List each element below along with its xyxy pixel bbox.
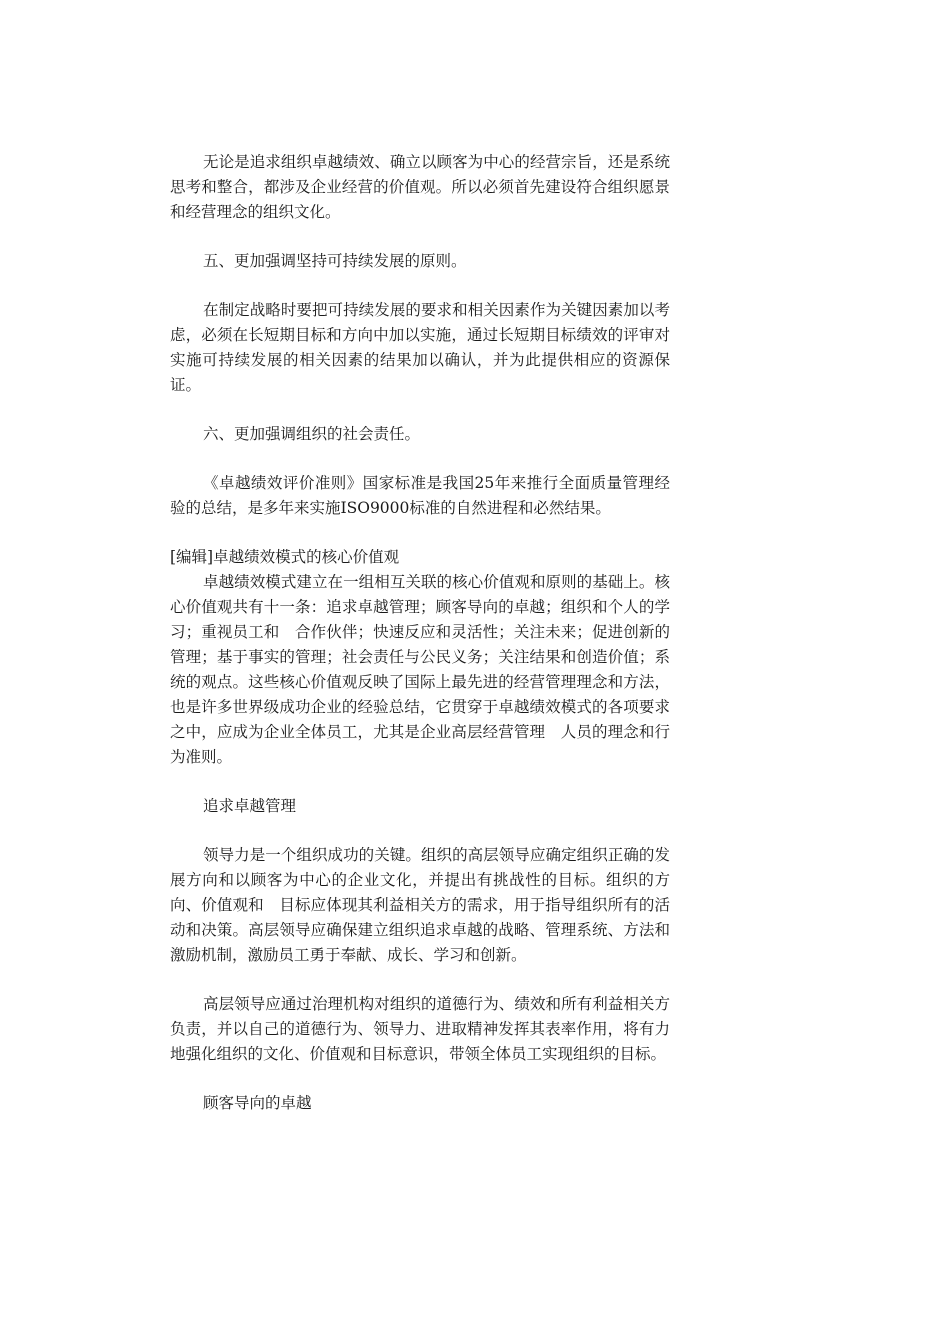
paragraph-national-standard: 《卓越绩效评价准则》国家标准是我国25年来推行全面质量管理经验的总结，是多年来实施ISO9000标准的自然进程和必然结果。 [170, 474, 670, 517]
heading-social-responsibility: 六、更加强调组织的社会责任。 [203, 425, 421, 443]
heading-pursue-excellence: 追求卓越管理 [203, 797, 297, 815]
paragraph-senior-leaders: 高层领导应通过治理机构对组织的道德行为、绩效和所有利益相关方负责，并以自己的道德行为、领导力、进取精神发挥其表率作用，将有力地强化组织的文化、价值观和目标意识，带领全体员工实现组织的目标。 [170, 995, 670, 1063]
paragraph-leadership: 领导力是一个组织成功的关键。组织的高层领导应确定组织正确的发展方向和以顾客为中心的企业文化，并提出有挑战性的目标。组织的方向、价值观和 目标应体现其利益相关方的需求，用于指导组织所有的活动和决策。高层领导应确保建立组织追求卓越的战略、管理系统、方法和激励机制，激励员工勇于奉献、成长、学习和创新。 [170, 846, 670, 964]
paragraph-strategy-sustainability: 在制定战略时要把可持续发展的要求和相关因素作为关键因素加以考虑，必须在长短期目标和方向中加以实施，通过长短期目标绩效的评审对实施可持续发展的相关因素的结果加以确认，并为此提供相应的资源保证。 [170, 301, 670, 394]
section-title-core-values: [编辑]卓越绩效模式的核心价值观 [170, 548, 400, 566]
heading-customer-driven: 顾客导向的卓越 [203, 1094, 312, 1112]
paragraph-core-values: 卓越绩效模式建立在一组相互关联的核心价值观和原则的基础上。核心价值观共有十一条：追求卓越管理；顾客导向的卓越；组织和个人的学习；重视员工和 合作伙伴；快速反应和灵活性；关注未来；促进创新的管理；基于事实的管理；社会责任与公民义务；关注结果和创造价值；系统的观点。这些核心价值观反映了国际上最先进的经营管理理念和方法，也是许多世界级成功企业的经验总结，它贯穿于卓越绩效模式的各项要求之中，应成为企业全体员工，尤其是企业高层经营管理 人员的理念和行为准则。 [170, 573, 670, 766]
paragraph-values-culture: 无论是追求组织卓越绩效、确立以顾客为中心的经营宗旨，还是系统思考和整合，都涉及企业经营的价值观。所以必须首先建设符合组织愿景和经营理念的组织文化。 [170, 153, 670, 221]
heading-sustainable-development: 五、更加强调坚持可持续发展的原则。 [203, 252, 467, 270]
document-body [170, 150, 670, 1140]
